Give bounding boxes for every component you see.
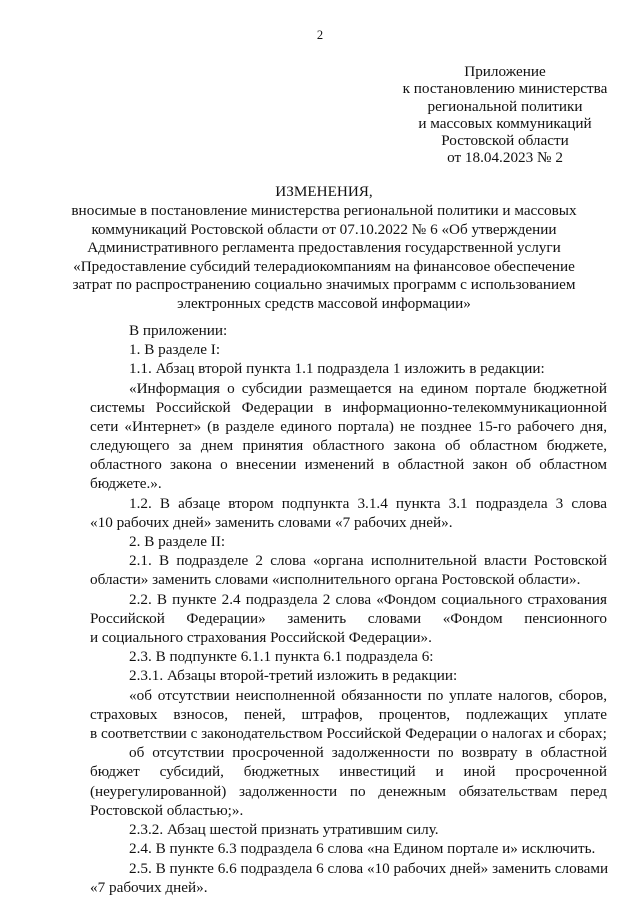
body-line: 1. В разделе I: [129,341,221,358]
body-line: 2.3. В подпункте 6.1.1 пункта 6.1 подраздела 6: [129,648,434,665]
body-line: системы Российской Федерации в информационно-телекоммуникационной [90,399,607,416]
body-line: В приложении: [129,322,228,339]
body-line: бюджете.». [90,475,162,492]
body-line: области» заменить словами «исполнительного органа Ростовской области». [90,571,581,588]
page-number: 2 [316,28,324,42]
body-line: 2.3.2. Абзац шестой признать утратившим силу. [129,821,439,838]
body-line: 2.3.1. Абзацы второй-третий изложить в редакции: [129,667,458,684]
appendix-header [360,63,640,167]
body-line: 2. В разделе II: [129,533,226,550]
body-line: 1.1. Абзац второй пункта 1.1 подраздела 1 изложить в редакции: [129,360,545,377]
subtitle-line: коммуникаций Ростовской области от 07.10.2022 № 6 «Об утверждении [91,220,557,238]
subtitle-line: «Предоставление субсидий телерадиокомпаниям на финансовое обеспечение [73,257,575,275]
appendix-line: Ростовской области [441,132,569,150]
appendix-line: Приложение [464,63,546,80]
title-block [60,183,588,313]
subtitle-line: электронных средств массовой информации» [177,294,471,312]
appendix-line: к постановлению министерства [402,80,608,98]
body-line: «об отсутствии неисполненной обязанности по уплате налогов, сборов, [129,687,607,704]
document-subtitle [60,202,588,313]
body-line: и социального страхования Российской Федерации». [90,629,432,646]
document-title: ИЗМЕНЕНИЯ, [275,183,373,200]
body-line: «10 рабочих дней» заменить словами «7 рабочих дней». [90,514,453,531]
appendix-line: от 18.04.2023 № 2 [447,149,563,167]
body-line: об отсутствии просроченной задолженности по возврату в областной [129,744,607,761]
body-line: 2.5. В пункте 6.6 подраздела 6 слова «10 рабочих дней» заменить словами [129,860,609,877]
body-line: 2.2. В пункте 2.4 подраздела 2 слова «Фондом социального страхования [129,591,607,608]
body-line: 2.1. В подразделе 2 слова «органа исполнительной власти Ростовской [129,552,607,569]
subtitle-line: вносимые в постановление министерства региональной политики и массовых [71,202,577,219]
body-line: следующего за днем принятия областного закона об областном бюджете, [90,437,607,454]
subtitle-line: Административного регламента предоставления государственной услуги [87,239,561,256]
body-line: бюджет субсидий, бюджетных инвестиций и иной просроченной [90,763,607,780]
body-line: сети «Интернет» (в разделе единого портала) не позднее 15-го рабочего дня, [90,418,607,435]
body-line: Ростовской областью;». [90,802,244,819]
body-line: в соответствии с законодательством Российской Федерации о налогах и сборах; [90,725,607,742]
body-line: областного закона о внесении изменений в областной закон об областном [90,456,607,473]
body-line: 2.4. В пункте 6.3 подраздела 6 слова «на Едином портале и» исключить. [129,840,596,857]
body-line: «7 рабочих дней». [90,879,208,896]
body-line: (неурегулированной) задолженности по денежным обязательствам перед [90,783,607,800]
body-line: 1.2. В абзаце втором подпункта 3.1.4 пункта 3.1 подраздела 3 слова [129,495,607,512]
body-line: «Информация о субсидии размещается на едином портале бюджетной [129,380,607,397]
body-line: Российской Федерации» заменить словами «Фондом пенсионного [90,610,607,627]
appendix-line: и массовых коммуникаций [418,114,592,132]
subtitle-line: затрат по распространению социально значимых программ с использованием [72,276,576,293]
appendix-line: региональной политики [427,97,583,115]
body-line: страховых взносов, пеней, штрафов, процентов, подлежащих уплате [90,706,607,723]
